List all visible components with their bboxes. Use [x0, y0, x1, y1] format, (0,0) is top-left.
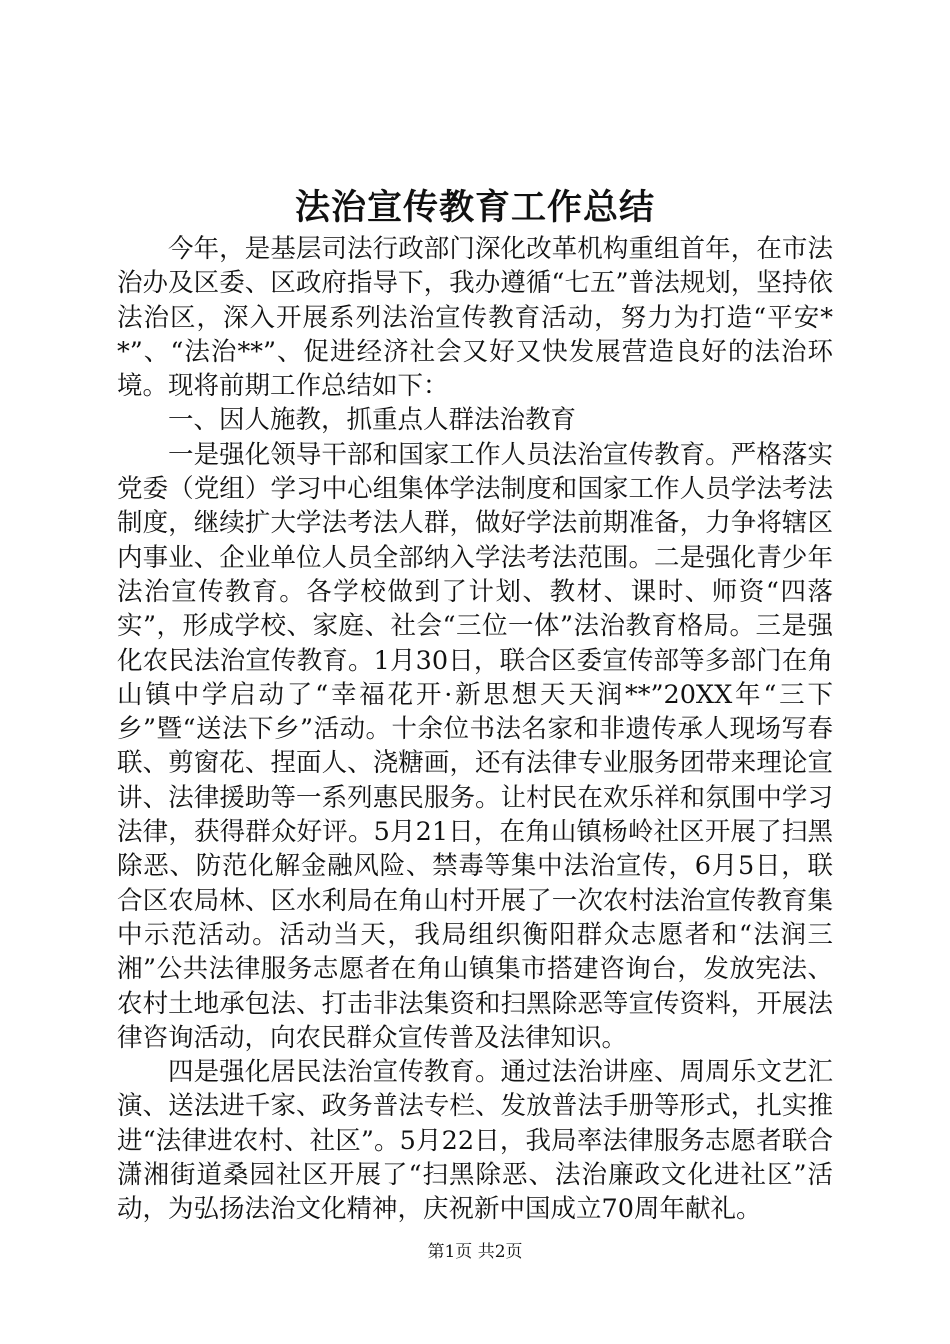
paragraph-intro: 今年，是基层司法行政部门深化改革机构重组首年，在市法治办及区委、区政府指导下，我办遵循“七五”普法规划，坚持依法治区，深入开展系列法治宣传教育活动，努力为打造“平安**”、“法治**”、促进经济社会又好又快发展营造良好的法治环境。现将前期工作总结如下：: [117, 234, 833, 402]
document-body: [117, 232, 833, 1227]
document-title: 法治宣传教育工作总结: [294, 187, 655, 228]
paragraph-section-2: 四是强化居民法治宣传教育。通过法治讲座、周周乐文艺汇演、送法进千家、政务普法专栏、发放普法手册等形式，扎实推进“法律进农村、社区”。5月22日，我局率法律服务志愿者联合潇湘街道桑园社区开展了“扫黑除恶、法治廉政文化进社区”活动，为弘扬法治文化精神，庆祝新中国成立70周年献礼。: [117, 1057, 833, 1225]
page-footer: 第1页 共2页: [427, 1242, 523, 1262]
paragraph-section-1: 一是强化领导干部和国家工作人员法治宣传教育。严格落实党委（党组）学习中心组集体学法制度和国家工作人员学法考法制度，继续扩大学法考法人群，做好学法前期准备，力争将辖区内事业、企业单位人员全部纳入学法考法范围。二是强化青少年法治宣传教育。各学校做到了计划、教材、课时、师资“四落实”，形成学校、家庭、社会“三位一体”法治教育格局。三是强化农民法治宣传教育。1月30日，联合区委宣传部等多部门在角山镇中学启动了“幸福花开·新思想天天润**”20XX年“三下乡”暨“送法下乡”活动。十余位书法名家和非遗传承人现场写春联、剪窗花、捏面人、浇糖画，还有法律专业服务团带来理论宣讲、法律援助等一系列惠民服务。让村民在欢乐祥和氛围中学习法律，获得群众好评。5月21日，在角山镇杨岭社区开展了扫黑除恶、防范化解金融风险、禁毒等集中法治宣传，6月5日，联合区农局林、区水利局在角山村开展了一次农村法治宣传教育集中示范活动。活动当天，我局组织衡阳群众志愿者和“法润三湘”公共法律服务志愿者在角山镇集市搭建咨询台，发放宪法、农村土地承包法、打击非法集资和扫黑除恶等宣传资料，开展法律咨询活动，向农民群众宣传普及法律知识。: [117, 439, 833, 1053]
section-heading: 一、因人施教，抓重点人群法治教育: [168, 405, 577, 436]
